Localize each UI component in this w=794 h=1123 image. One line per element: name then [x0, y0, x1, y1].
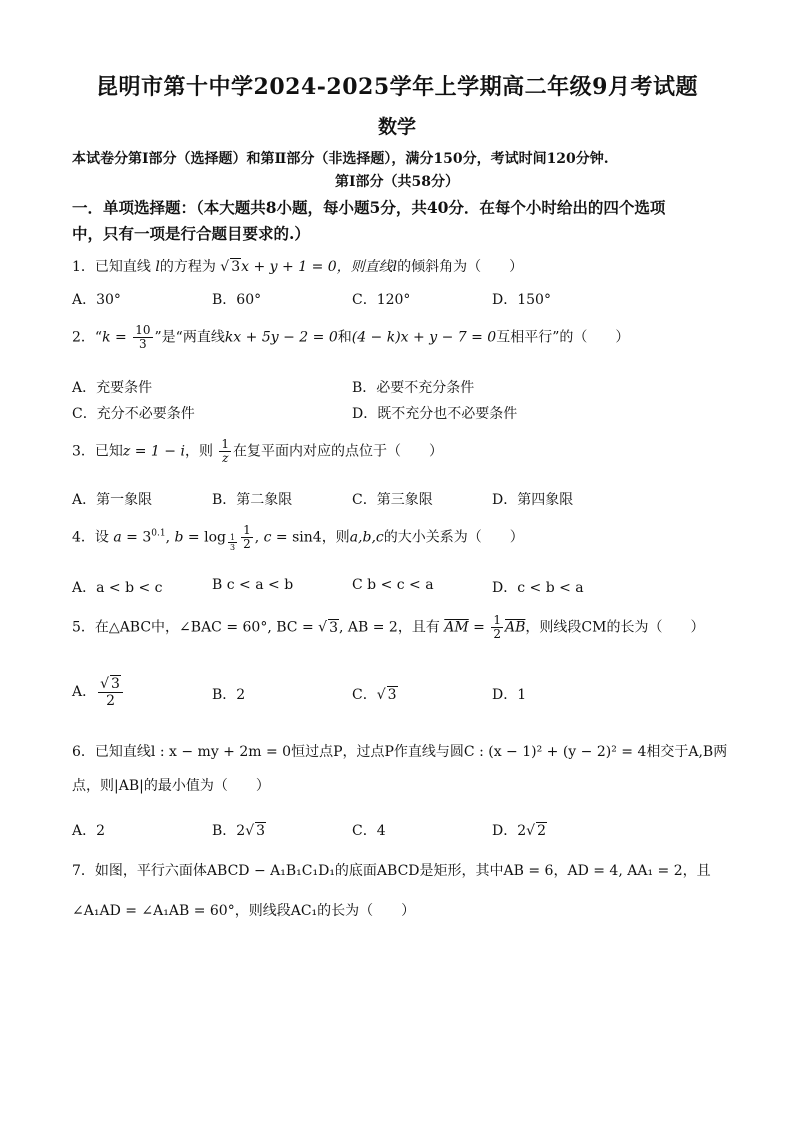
q2-option-d: D．既不充分也不必要条件 — [352, 406, 518, 422]
question-2: 2．“k = $\frac{10}{3}$ ”是“两直线kx + 5y − 2 = 0和(4 − k)x + y − 7 = 0互相平行”的（ ） — [72, 323, 630, 351]
part-title: 第Ⅰ部分（共58分） — [334, 174, 460, 190]
question-1: 1．已知直线 l的方程为 √ 3x + y + 1 = 0，则直线l的倾斜角为（ ） — [72, 259, 524, 275]
q5-option-d: D．1 — [492, 687, 527, 703]
q3-option-c: C．第三象限 — [352, 492, 433, 508]
q1-option-a: A．30° — [72, 292, 121, 308]
q5-option-b: B．2 — [212, 687, 246, 703]
q2-option-a: A．充要条件 — [72, 380, 153, 396]
q6-option-d: D．2√ 2 — [492, 823, 546, 839]
subject-title: 数学 — [377, 116, 416, 138]
q3-option-b: B．第二象限 — [212, 492, 293, 508]
q2-option-b: B．必要不充分条件 — [352, 380, 475, 396]
q5-option-c: C．√ 3 — [352, 687, 397, 703]
q6-option-c: C．4 — [352, 823, 386, 839]
question-4: 4．设 $a = 3^{0.1}$, b = log $_{\frac{1}{3}}$ $\frac{1}{2}$ , c = sin4，则a,b,c的大小关系为（ ） — [72, 523, 524, 552]
question-3: 3．已知z = 1 − i，则 $\frac{1}{z}$ 在复平面内对应的点位于（ ） — [72, 437, 444, 465]
q4-option-d: D．c < b < a — [492, 580, 584, 596]
question-7-line2: ∠A₁AD = ∠A₁AB = 60°，则线段AC₁的长为（ ） — [72, 903, 416, 919]
question-5: 5．在△ABC中，∠BAC = 60°, BC = √ 3, AB = 2，且有 $\overline{AM}$ = $\frac{1}{2}$ $\overline{AB}$，则线段CM的长为（ ） — [72, 613, 705, 641]
q1-option-b: B．60° — [212, 292, 262, 308]
q3-option-a: A．第一象限 — [72, 492, 153, 508]
q1-option-c: C．120° — [352, 292, 411, 308]
section-instructions-line1: 一．单项选择题：（本大题共8小题，每小题5分，共40分．在每个小时给出的四个选项 — [72, 198, 666, 217]
exam-title: 昆明市第十中学2024-2025学年上学期高二年级9月考试题 — [96, 74, 698, 100]
q4-option-a: A．a < b < c — [72, 580, 163, 596]
section-instructions-line2: 中，只有一项是行合题目要求的.） — [72, 224, 310, 243]
q5-option-a: A． $\frac{√ 3}{2}$ — [72, 675, 125, 709]
q3-option-d: D．第四象限 — [492, 492, 574, 508]
q6-option-b: B．2√ 3 — [212, 823, 266, 839]
question-6-line2: 点，则|AB|的最小值为（ ） — [72, 778, 270, 794]
exam-note: 本试卷分第Ⅰ部分（选择题）和第Ⅱ部分（非选择题），满分150分，考试时间120分钟. — [72, 151, 609, 167]
q6-option-a: A．2 — [72, 823, 106, 839]
q2-option-c: C．充分不必要条件 — [72, 406, 195, 422]
q1-option-d: D．150° — [492, 292, 551, 308]
question-6: 6．已知直线l : x − my + 2m = 0恒过点P，过点P作直线与圆C : (x − 1)² + (y − 2)² = 4相交于A,B两 — [72, 744, 728, 760]
question-7: 7．如图，平行六面体ABCD − A₁B₁C₁D₁的底面ABCD是矩形，其中AB = 6，AD = 4, AA₁ = 2，且 — [72, 863, 711, 879]
q4-option-b: B c < a < b — [212, 577, 294, 593]
q4-option-c: C b < c < a — [352, 577, 434, 593]
